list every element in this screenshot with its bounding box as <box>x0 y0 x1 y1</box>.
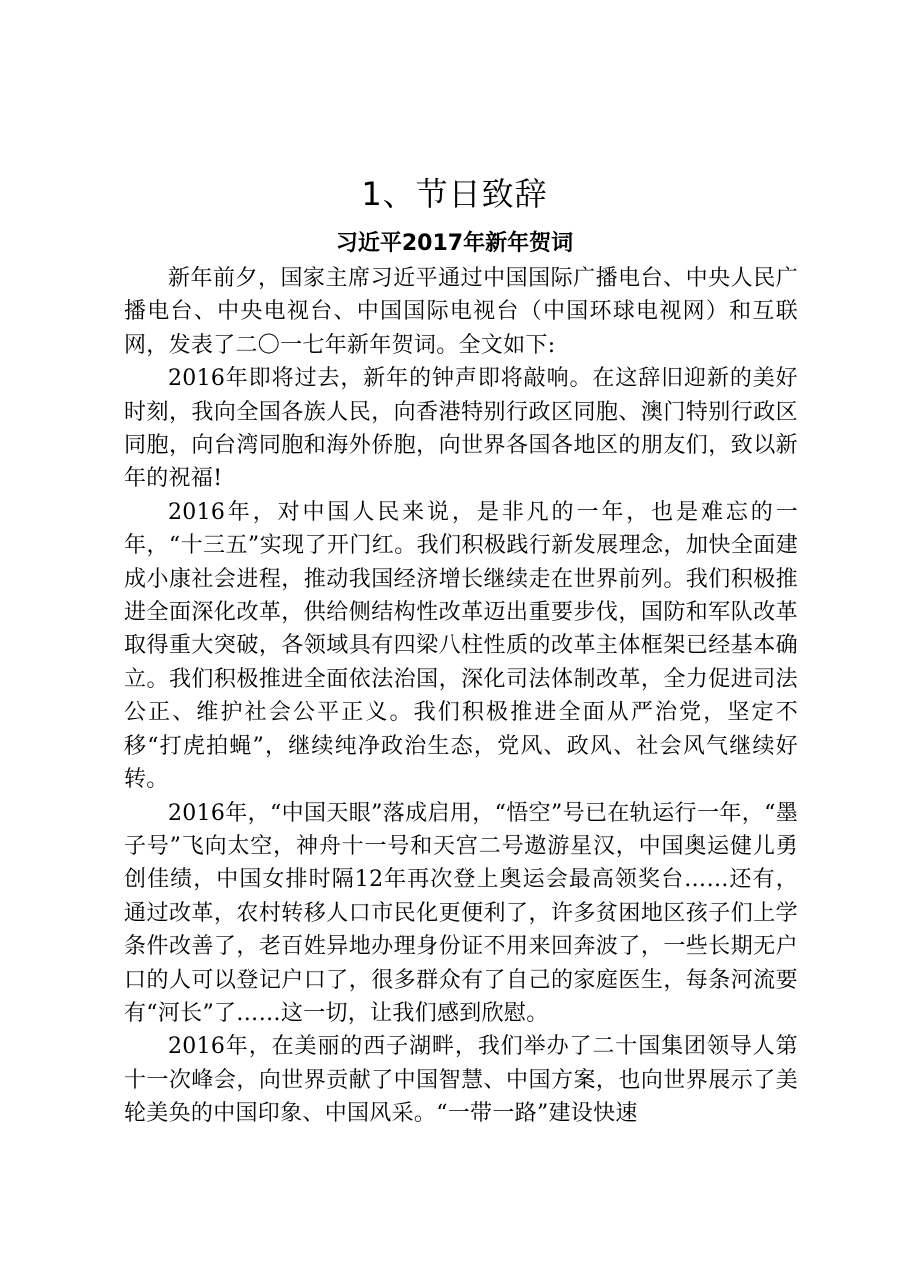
paragraph-g20: 2016年，在美丽的西子湖畔，我们举办了二十国集团领导人第十一次峰会，向世界贡献了中国智慧、中国方案，也向世界展示了美轮美奂的中国印象、中国风采。“一带一路”建设快速 <box>124 1034 798 1127</box>
paragraph-intro: 新年前夕，国家主席习近平通过中国国际广播电台、中央人民广播电台、中央电视台、中国国际电视台（中国环球电视网）和互联网，发表了二〇一七年新年贺词。全文如下: <box>124 266 798 358</box>
paragraph-reform: 2016年，对中国人民来说，是非凡的一年，也是难忘的一年，“十三五”实现了开门红。我们积极践行新发展理念，加快全面建成小康社会进程，推动我国经济增长继续走在世界前列。我们积极推进全面深化改革，供给侧结构性改革迈出重要步伐，国防和军队改革取得重大突破，各领域具有四梁八柱性质的改革主体框架已经基本确立。我们积极推进全面依法治国，深化司法体制改革，全力促进司法公正、维护社会公平正义。我们积极推进全面从严治党，坚定不移“打虎拍蝇”，继续纯净政治生态，党风、政风、社会风气继续好转。 <box>124 499 798 793</box>
paragraph-achievements: 2016年，“中国天眼”落成启用，“悟空”号已在轨运行一年，“墨子号”飞向太空，神舟十一号和天宫二号遨游星汉，中国奥运健儿勇创佳绩，中国女排时隔12年再次登上奥运会最高领奖台……还有，通过改革，农村转移人口市民化更便利了，许多贫困地区孩子们上学条件改善了，老百姓异地办理身份证不用来回奔波了，一些长期无户口的人可以登记户口了，很多群众有了自己的家庭医生，每条河流要有“河长”了……这一切，让我们感到欣慰。 <box>124 800 798 1026</box>
article-body <box>124 262 798 1131</box>
article-title: 习近平2017年新年贺词 <box>335 231 574 256</box>
paragraph-greeting: 2016年即将过去，新年的钟声即将敲响。在这辞旧迎新的美好时刻，我向全国各族人民，向香港特别行政区同胞、澳门特别行政区同胞，向台湾同胞和海外侨胞，向世界各国各地区的朋友们，致以新年的祝福! <box>124 366 798 492</box>
section-heading: 1、节日致辞 <box>361 175 548 213</box>
